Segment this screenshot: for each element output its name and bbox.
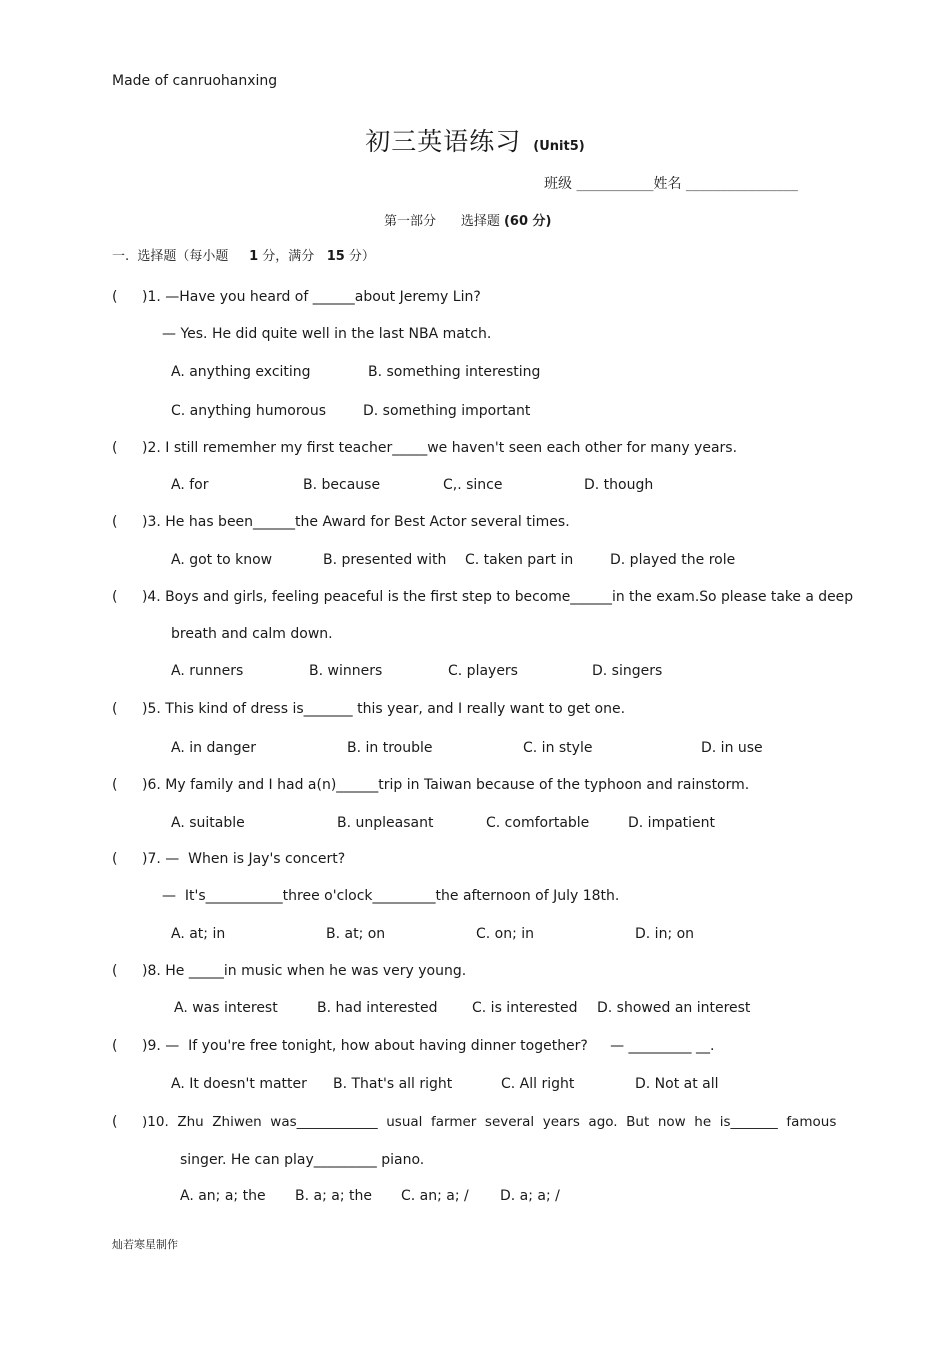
question-5-option-d: D. in use — [701, 740, 763, 756]
question-2-option-c: C,. since — [443, 477, 503, 493]
section-mid: 分，满分 — [262, 249, 315, 264]
question-4-stem-cont: breath and calm down. — [171, 626, 333, 642]
question-4-paren: ( — [112, 589, 118, 605]
question-1-option-b: B. something interesting — [368, 364, 541, 380]
question-9-option-d: D. Not at all — [635, 1076, 719, 1092]
question-10-option-c: C. an; a; / — [401, 1188, 469, 1204]
section-heading — [112, 248, 375, 266]
question-10-option-a: A. an; a; the — [180, 1188, 266, 1204]
question-6-stem: )6. My family and I had a(n)______trip in Taiwan because of the typhoon and rainstorm. — [142, 777, 750, 793]
question-1-option-c: C. anything humorous — [171, 403, 327, 419]
question-9-option-a: A. It doesn't matter — [171, 1076, 307, 1092]
question-5-option-b: B. in trouble — [347, 740, 433, 756]
question-4-option-c: C. players — [448, 663, 518, 679]
question-2-option-b: B. because — [303, 477, 381, 493]
question-10-option-b: B. a; a; the — [295, 1188, 372, 1204]
question-9-paren: ( — [112, 1038, 118, 1054]
question-3-option-a: A. got to know — [171, 552, 273, 568]
question-7-option-c: C. on; in — [476, 926, 535, 942]
page-footer: 灿若寒星制作 — [112, 1238, 178, 1251]
question-10-stem-cont: singer. He can play_________ piano. — [180, 1152, 425, 1168]
part-label: 第一部分 — [384, 214, 437, 229]
question-4-stem: )4. Boys and girls, feeling peaceful is the first step to become______in the exam.So please take a deep — [142, 589, 854, 605]
section-per: 1 — [249, 249, 259, 264]
question-10-option-d: D. a; a; / — [500, 1188, 560, 1204]
title-main: 初三英语练习 — [365, 127, 522, 156]
question-9-stem: )9. — If you're free tonight, how about having dinner together? — _________ __. — [142, 1038, 715, 1054]
question-6-option-b: B. unpleasant — [337, 815, 434, 831]
question-1-paren: ( — [112, 289, 118, 305]
question-1-reply: — Yes. He did quite well in the last NBA match. — [162, 326, 492, 342]
section-total: 15 — [326, 249, 345, 264]
question-6-option-a: A. suitable — [171, 815, 245, 831]
question-2-option-d: D. though — [584, 477, 654, 493]
question-8-stem: )8. He _____in music when he was very young. — [142, 963, 467, 979]
question-7-stem: )7. — When is Jay's concert? — [142, 851, 346, 867]
part-heading — [384, 213, 551, 231]
question-5-option-a: A. in danger — [171, 740, 257, 756]
question-3-option-d: D. played the role — [610, 552, 736, 568]
question-5-stem: )5. This kind of dress is_______ this year, and I really want to get one. — [142, 701, 626, 717]
question-8-option-b: B. had interested — [317, 1000, 438, 1016]
question-8-paren: ( — [112, 963, 118, 979]
section-end: 分） — [348, 249, 375, 264]
question-7-reply: — It's___________three o'clock_________the afternoon of July 18th. — [162, 888, 620, 904]
question-9-option-b: B. That's all right — [333, 1076, 453, 1092]
question-5-paren: ( — [112, 701, 118, 717]
question-4-option-d: D. singers — [592, 663, 663, 679]
question-1-stem: )1. —Have you heard of ______about Jeremy Lin? — [142, 289, 481, 305]
title-unit: (Unit5) — [533, 139, 585, 154]
question-4-option-b: B. winners — [309, 663, 383, 679]
question-3-stem: )3. He has been______the Award for Best Actor several times. — [142, 514, 570, 530]
question-3-option-c: C. taken part in — [465, 552, 574, 568]
question-1-option-a: A. anything exciting — [171, 364, 311, 380]
question-3-paren: ( — [112, 514, 118, 530]
question-2-option-a: A. for — [171, 477, 209, 493]
question-7-option-d: D. in; on — [635, 926, 695, 942]
question-1-option-d: D. something important — [363, 403, 531, 419]
question-8-option-a: A. was interest — [174, 1000, 278, 1016]
question-2-paren: ( — [112, 440, 118, 456]
question-5-option-c: C. in style — [523, 740, 593, 756]
class-name-line: 班级 ___________姓名 ________________ — [544, 176, 798, 192]
question-6-option-c: C. comfortable — [486, 815, 590, 831]
question-8-option-c: C. is interested — [472, 1000, 578, 1016]
question-9-option-c: C. All right — [501, 1076, 575, 1092]
question-7-paren: ( — [112, 851, 118, 867]
question-3-option-b: B. presented with — [323, 552, 447, 568]
question-8-option-d: D. showed an interest — [597, 1000, 751, 1016]
part-name: 选择题 — [460, 214, 500, 229]
question-7-option-a: A. at; in — [171, 926, 226, 942]
question-10-paren: ( — [112, 1114, 118, 1130]
question-6-paren: ( — [112, 777, 118, 793]
question-4-option-a: A. runners — [171, 663, 244, 679]
section-label: 一. 选择题（每小题 — [112, 249, 229, 264]
page-title — [0, 126, 950, 163]
question-6-option-d: D. impatient — [628, 815, 716, 831]
part-score: (60 分) — [503, 214, 552, 229]
question-10-stem: )10. Zhu Zhiwen was____________ usual farmer several years ago. But now he is_______ famous — [142, 1114, 837, 1130]
page-header: Made of canruohanxing — [112, 73, 278, 89]
question-7-option-b: B. at; on — [326, 926, 386, 942]
question-2-stem: )2. I still rememher my first teacher_____we haven't seen each other for many years. — [142, 440, 738, 456]
